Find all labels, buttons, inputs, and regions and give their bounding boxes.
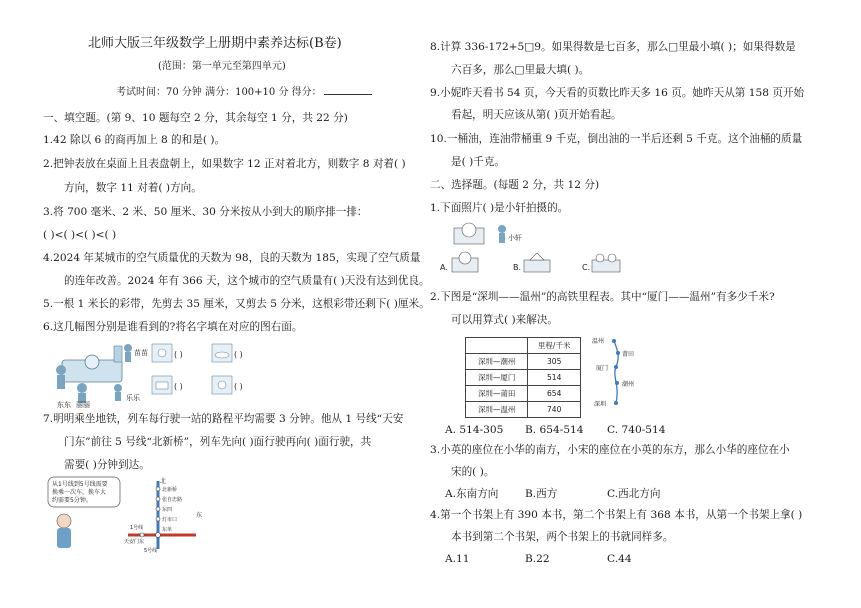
question-9-line-2: 看起，明天应该从第( )页开始看起。 — [451, 109, 622, 121]
line-5-label: 5号线 — [144, 548, 158, 553]
q6-answer-3: ( ) — [174, 382, 183, 391]
table-row — [466, 386, 581, 402]
choice-q3-option-b: B.西方 — [525, 488, 558, 500]
question-9-line-1: 9.小妮昨天看书 54 页，今天看的页数比昨天多 16 页。她昨天从第 158 页开始 — [430, 87, 805, 99]
section-2-heading-text: 二、选择题。(每题 2 分，共 12 分) — [430, 179, 600, 191]
exam-meta — [116, 84, 372, 100]
table-header-cell — [466, 338, 528, 354]
table-cell: 深圳—莆田 — [466, 386, 528, 402]
section-1-heading: 一、填空题。(第 9、10 题每空 2 分，其余每空 1 分，共 22 分) — [43, 112, 348, 124]
q6-answer-1: ( ) — [174, 350, 183, 359]
option-b-label: B. — [513, 263, 522, 272]
station-0: 北新桥 — [162, 487, 178, 493]
table-row — [466, 354, 581, 370]
rail-map-svg — [590, 333, 650, 411]
subway-map — [46, 475, 236, 553]
choice-question-2-line-1: 2.下图是“深圳——温州”的高铁里程表。其中“厦门——温州”有多少千米? — [430, 291, 775, 303]
q7-east-label: 东 — [196, 512, 203, 519]
label-lele: 乐乐 — [126, 394, 140, 402]
question-4-line-1: 4.2024 年某城市的空气质量优的天数为 98，良的天数为 185，实现了空气质量 — [43, 252, 421, 264]
question-7-line-1: 7.明明乘坐地铁，列车每行驶一站的路程平均需要 3 分钟。他从 1 号线“天安 — [43, 413, 404, 425]
choice-q2-option-c: C. 740-514 — [607, 424, 666, 436]
map-city-2: 厦门 — [596, 365, 609, 372]
table-cell: 654 — [528, 386, 581, 402]
question-8-line-1: 8.计算 336-172+5□9。如果得数是七百多，那么□里最小填( )；如果得数是 — [430, 41, 796, 53]
choice-q3-option-a: A.东南方向 — [445, 488, 499, 500]
question-5: 5.一根 1 米长的彩带，先剪去 35 厘米，又剪去 5 分米，这根彩带还剩下( )厘米。 — [43, 298, 430, 310]
rail-map — [590, 333, 650, 411]
option-a-label: A. — [440, 263, 448, 272]
bubble-line-3: 约需要5分钟。 — [52, 497, 92, 504]
choice-question-3-line-2: 宋的( )。 — [451, 466, 495, 478]
start-station: 天安门东 — [124, 539, 145, 545]
q6-illustration — [52, 340, 277, 408]
table-cell: 深圳—温州 — [466, 402, 528, 418]
table-cell: 深圳—厦门 — [466, 370, 528, 386]
table-row — [466, 402, 581, 418]
mileage-table — [465, 337, 581, 418]
xiaoxuan-label: 小轩 — [508, 234, 522, 242]
question-7-line-2: 门东”前往 5 号线“北新桥”，列车先向( )面行驶再向( )面行驶，共 — [64, 436, 372, 448]
label-dongdong: 东东 — [57, 401, 71, 408]
q6-answer-4: ( ) — [234, 382, 243, 391]
question-1: 1.42 除以 6 的商再加上 8 的和是( )。 — [43, 134, 226, 146]
choice-question-4-line-1: 4.第一个书架上有 390 本书，第二个书架上有 368 本书，从第一个书架上拿( ) — [430, 509, 803, 521]
q6-figure — [52, 340, 277, 408]
choice-q4-option-c: C.44 — [607, 553, 632, 565]
question-10-line-2: 是( )千克。 — [451, 156, 506, 168]
station-1: 张自忠路 — [162, 497, 183, 503]
choice-question-2-line-2: 可以用算式( )来解决。 — [451, 314, 558, 326]
question-4-line-2: 的连年改善。2024 年有 366 天，这个城市的空气质量有( )天没有达到优良。 — [64, 275, 430, 287]
choice-q1-figure — [440, 220, 640, 276]
map-city-3: 潮州 — [622, 381, 635, 388]
choice-question-3-line-1: 3.小英的座位在小华的南方，小宋的座位在小英的东方，那么小华的座位在小 — [430, 444, 790, 456]
bubble-line-2: 换乘一次车，换车大 — [52, 489, 107, 496]
label-lili: 丽丽 — [76, 401, 90, 408]
map-city-1: 莆田 — [622, 351, 635, 358]
exam-scope: (范围：第一单元至第四单元) — [158, 61, 286, 72]
q6-answer-2: ( ) — [234, 350, 243, 359]
station-4: 东单 — [162, 527, 173, 533]
table-cell: 740 — [528, 402, 581, 418]
choice-q2-option-b: B. 654-514 — [525, 424, 584, 436]
map-city-0: 温州 — [592, 338, 605, 345]
q7-north-label: 北 — [160, 478, 167, 485]
exam-meta-text: 考试时间：70 分钟 满分：100+10 分 得分： — [116, 87, 322, 98]
station-3: 灯市口 — [162, 517, 178, 523]
table-cell: 深圳—潮州 — [466, 354, 528, 370]
question-2-line-2: 方向，数字 11 对着( )方向。 — [64, 182, 202, 194]
choice-question-4-line-2: 本书到第二个书架，两个书架上的书就同样多。 — [451, 531, 674, 543]
question-10-line-1: 10.一桶油，连油带桶重 9 千克，倒出油的一半后还剩 5 千克。这个油桶的质量 — [430, 133, 803, 145]
line-1-label: 1号线 — [130, 525, 144, 531]
bubble-line-1: 从1号线到5号线需要 — [52, 481, 108, 488]
choice-q2-option-a: A. 514-305 — [445, 424, 504, 436]
choice-q3-option-c: C.西北方向 — [607, 488, 661, 500]
option-c-label: C. — [582, 263, 591, 272]
table-header-cell: 里程/千米 — [528, 338, 581, 354]
label-miaomiao: 苗苗 — [134, 349, 148, 357]
question-8-line-2: 六百多，那么□里最大填( )。 — [451, 64, 590, 76]
table-row — [466, 370, 581, 386]
score-blank — [324, 84, 372, 95]
question-2-line-1: 2.把钟表放在桌面上且表盘朝上，如果数字 12 正对着北方，则数字 8 对着( ) — [43, 158, 406, 170]
question-3-line-1: 3.将 700 毫米、2 米、50 厘米、30 分米按从小到大的顺序排一排： — [43, 206, 368, 218]
section-2-heading — [430, 178, 599, 192]
camera-view-illustration — [440, 220, 640, 276]
question-6: 6.这几幅图分别是谁看到的?将名字填在对应的图右面。 — [43, 321, 303, 333]
station-2: 东四 — [162, 507, 173, 513]
table-cell: 305 — [528, 354, 581, 370]
question-3-line-2: ( )<( )<( )<( ) — [43, 229, 117, 241]
choice-q4-option-a: A.11 — [445, 553, 470, 565]
table-cell: 514 — [528, 370, 581, 386]
question-7-line-3: 需要( )分钟到达。 — [64, 459, 150, 471]
choice-q4-option-b: B.22 — [525, 553, 550, 565]
map-city-4: 深圳 — [594, 401, 607, 408]
page-title: 北师大版三年级数学上册期中素养达标(B卷) — [88, 36, 342, 51]
q7-subway-figure — [46, 475, 236, 553]
mileage-table-grid — [465, 337, 581, 418]
choice-question-1: 1.下面照片( )是小轩拍摄的。 — [430, 202, 569, 214]
